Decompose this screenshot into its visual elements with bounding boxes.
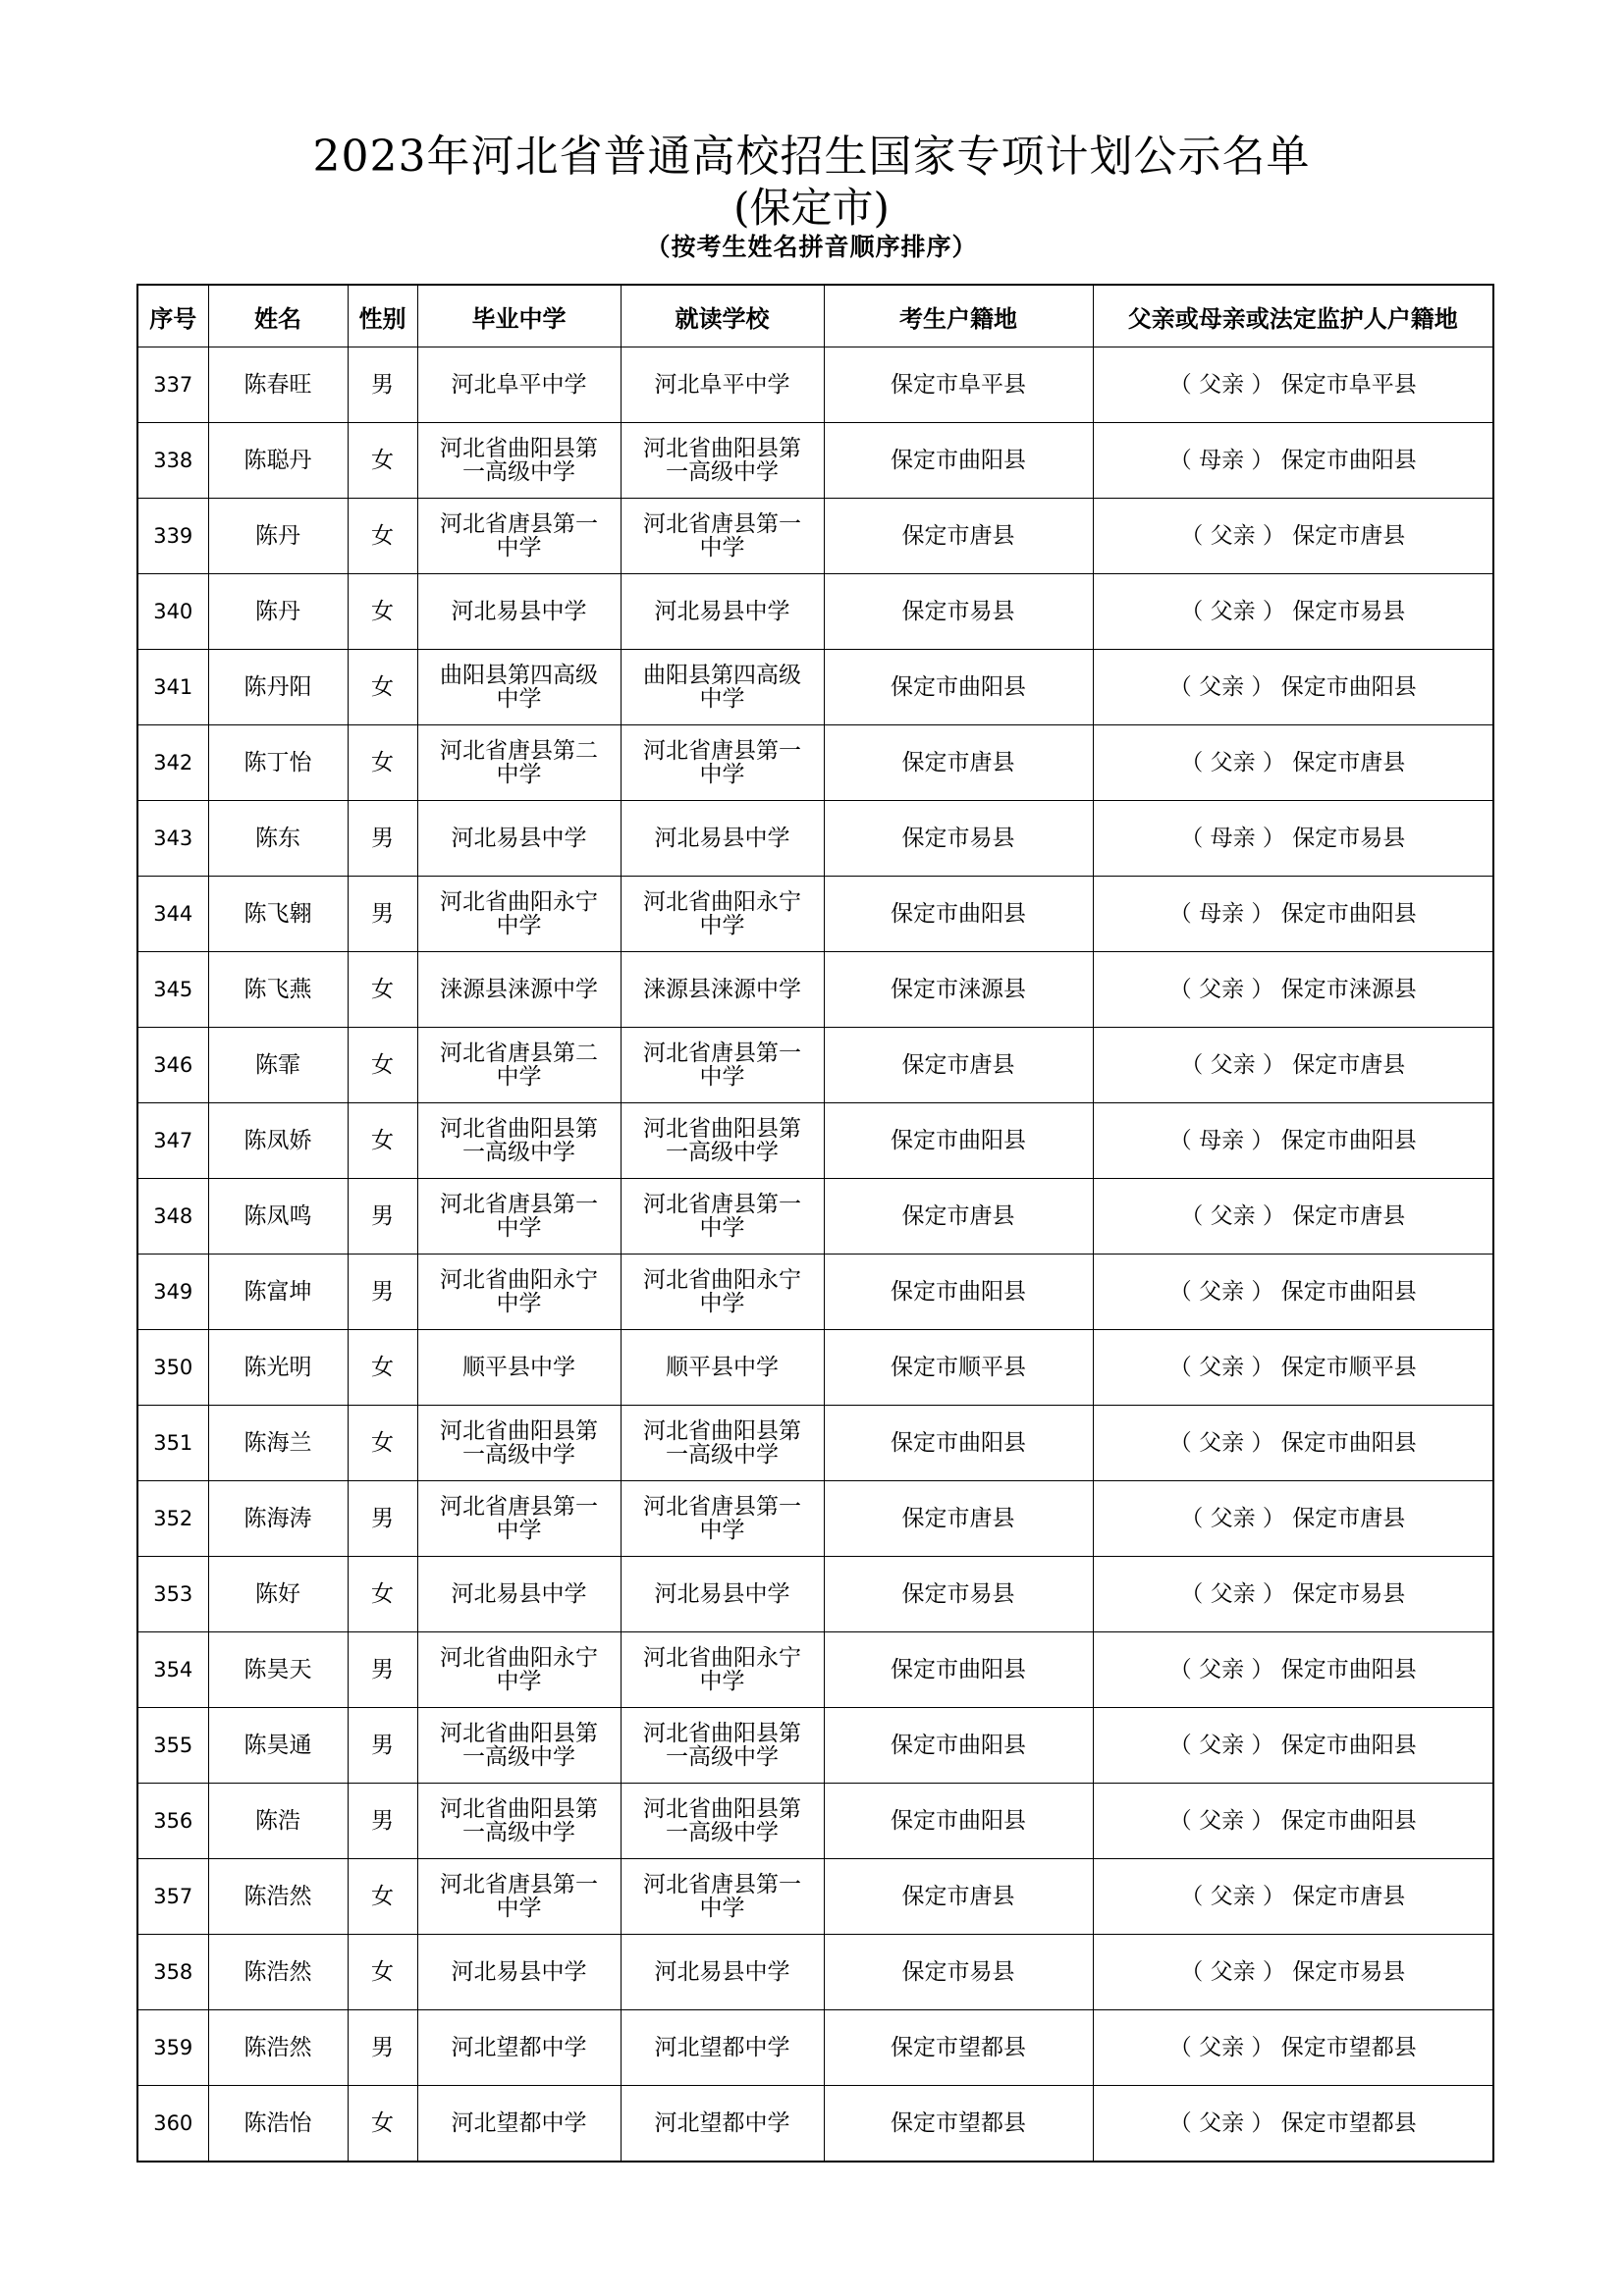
cell-gender: 女 (348, 650, 417, 725)
cell-guardian: （ 父亲 ） 保定市唐县 (1093, 1028, 1493, 1103)
cell-guardian: （ 母亲 ） 保定市曲阳县 (1093, 877, 1493, 952)
cell-current-school: 河北省曲阳县第一高级中学 (621, 1708, 824, 1784)
cell-gender: 男 (348, 1255, 417, 1330)
cell-name: 陈丹 (208, 574, 348, 650)
table-row (137, 1255, 1493, 1330)
table-header-row (137, 285, 1493, 347)
cell-grad-school: 河北省唐县第二中学 (417, 1028, 621, 1103)
cell-guardian: （ 父亲 ） 保定市阜平县 (1093, 347, 1493, 423)
cell-name: 陈凤鸣 (208, 1179, 348, 1255)
table-row (137, 1935, 1493, 2010)
sort-note: （按考生姓名拼音顺序排序） (645, 233, 978, 261)
cell-guardian: （ 父亲 ） 保定市涞源县 (1093, 952, 1493, 1028)
cell-seq: 350 (137, 1330, 208, 1406)
cell-current-school: 顺平县中学 (621, 1330, 824, 1406)
cell-seq: 354 (137, 1632, 208, 1708)
cell-name: 陈飞翱 (208, 877, 348, 952)
cell-current-school: 河北省曲阳县第一高级中学 (621, 1103, 824, 1179)
cell-guardian: （ 父亲 ） 保定市顺平县 (1093, 1330, 1493, 1406)
cell-name: 陈富坤 (208, 1255, 348, 1330)
cell-gender: 女 (348, 725, 417, 801)
table-body (137, 347, 1493, 2163)
cell-hukou: 保定市易县 (824, 1557, 1093, 1632)
cell-name: 陈浩怡 (208, 2086, 348, 2163)
cell-hukou: 保定市曲阳县 (824, 1784, 1093, 1859)
cell-guardian: （ 父亲 ） 保定市唐县 (1093, 1179, 1493, 1255)
column-header-guardian: 父亲或母亲或法定监护人户籍地 (1093, 285, 1493, 347)
cell-seq: 353 (137, 1557, 208, 1632)
cell-grad-school: 河北省曲阳永宁中学 (417, 1632, 621, 1708)
column-header-name: 姓名 (208, 285, 348, 347)
cell-name: 陈霏 (208, 1028, 348, 1103)
column-header-gender: 性别 (348, 285, 417, 347)
cell-seq: 358 (137, 1935, 208, 2010)
column-header-hukou: 考生户籍地 (824, 285, 1093, 347)
cell-gender: 女 (348, 423, 417, 499)
cell-seq: 360 (137, 2086, 208, 2163)
cell-grad-school: 河北省唐县第一中学 (417, 1481, 621, 1557)
table-row (137, 1103, 1493, 1179)
table-row (137, 423, 1493, 499)
cell-name: 陈聪丹 (208, 423, 348, 499)
table-row (137, 650, 1493, 725)
cell-seq: 349 (137, 1255, 208, 1330)
table-row (137, 1632, 1493, 1708)
cell-gender: 女 (348, 499, 417, 574)
cell-name: 陈昊通 (208, 1708, 348, 1784)
cell-grad-school: 河北省曲阳县第一高级中学 (417, 423, 621, 499)
cell-current-school: 河北望都中学 (621, 2086, 824, 2163)
cell-current-school: 河北省曲阳县第一高级中学 (621, 1406, 824, 1481)
cell-seq: 346 (137, 1028, 208, 1103)
table-row (137, 1557, 1493, 1632)
cell-grad-school: 河北阜平中学 (417, 347, 621, 423)
cell-hukou: 保定市曲阳县 (824, 877, 1093, 952)
cell-gender: 男 (348, 2010, 417, 2086)
cell-name: 陈光明 (208, 1330, 348, 1406)
cell-name: 陈飞燕 (208, 952, 348, 1028)
cell-hukou: 保定市曲阳县 (824, 1708, 1093, 1784)
cell-gender: 女 (348, 574, 417, 650)
cell-seq: 355 (137, 1708, 208, 1784)
cell-grad-school: 河北望都中学 (417, 2010, 621, 2086)
table-row (137, 347, 1493, 423)
column-header-grad-school: 毕业中学 (417, 285, 621, 347)
cell-guardian: （ 母亲 ） 保定市易县 (1093, 801, 1493, 877)
cell-name: 陈东 (208, 801, 348, 877)
cell-current-school: 河北省唐县第一中学 (621, 1028, 824, 1103)
cell-seq: 351 (137, 1406, 208, 1481)
cell-current-school: 河北省曲阳县第一高级中学 (621, 423, 824, 499)
cell-seq: 343 (137, 801, 208, 877)
cell-gender: 女 (348, 1859, 417, 1935)
cell-gender: 男 (348, 801, 417, 877)
cell-hukou: 保定市涞源县 (824, 952, 1093, 1028)
cell-hukou: 保定市唐县 (824, 1179, 1093, 1255)
cell-gender: 女 (348, 1557, 417, 1632)
cell-seq: 342 (137, 725, 208, 801)
cell-current-school: 河北省曲阳永宁中学 (621, 877, 824, 952)
table-row (137, 801, 1493, 877)
table-row (137, 1859, 1493, 1935)
cell-current-school: 曲阳县第四高级中学 (621, 650, 824, 725)
cell-guardian: （ 父亲 ） 保定市唐县 (1093, 725, 1493, 801)
cell-guardian: （ 父亲 ） 保定市唐县 (1093, 1481, 1493, 1557)
table-row (137, 574, 1493, 650)
cell-hukou: 保定市唐县 (824, 1028, 1093, 1103)
cell-guardian: （ 父亲 ） 保定市易县 (1093, 574, 1493, 650)
cell-grad-school: 顺平县中学 (417, 1330, 621, 1406)
cell-gender: 男 (348, 1179, 417, 1255)
cell-gender: 男 (348, 1784, 417, 1859)
cell-grad-school: 河北易县中学 (417, 574, 621, 650)
cell-current-school: 河北省唐县第一中学 (621, 499, 824, 574)
cell-grad-school: 河北望都中学 (417, 2086, 621, 2163)
cell-guardian: （ 父亲 ） 保定市曲阳县 (1093, 1708, 1493, 1784)
cell-current-school: 河北省曲阳县第一高级中学 (621, 1784, 824, 1859)
cell-guardian: （ 父亲 ） 保定市易县 (1093, 1935, 1493, 2010)
cell-gender: 男 (348, 347, 417, 423)
cell-grad-school: 河北省曲阳县第一高级中学 (417, 1708, 621, 1784)
cell-hukou: 保定市唐县 (824, 1859, 1093, 1935)
cell-grad-school: 涞源县涞源中学 (417, 952, 621, 1028)
cell-seq: 352 (137, 1481, 208, 1557)
cell-current-school: 河北省唐县第一中学 (621, 1481, 824, 1557)
cell-gender: 女 (348, 1935, 417, 2010)
cell-name: 陈浩然 (208, 1859, 348, 1935)
cell-guardian: （ 父亲 ） 保定市唐县 (1093, 499, 1493, 574)
cell-hukou: 保定市曲阳县 (824, 1103, 1093, 1179)
cell-seq: 357 (137, 1859, 208, 1935)
cell-seq: 344 (137, 877, 208, 952)
table-row (137, 2086, 1493, 2163)
cell-name: 陈春旺 (208, 347, 348, 423)
cell-current-school: 河北省曲阳永宁中学 (621, 1632, 824, 1708)
cell-seq: 347 (137, 1103, 208, 1179)
cell-grad-school: 河北省唐县第一中学 (417, 1179, 621, 1255)
cell-seq: 337 (137, 347, 208, 423)
roster-table (136, 284, 1494, 2163)
table-row (137, 499, 1493, 574)
table-row (137, 1330, 1493, 1406)
cell-hukou: 保定市曲阳县 (824, 423, 1093, 499)
cell-grad-school: 河北省唐县第二中学 (417, 725, 621, 801)
cell-gender: 女 (348, 1028, 417, 1103)
cell-grad-school: 河北易县中学 (417, 1935, 621, 2010)
cell-gender: 男 (348, 1481, 417, 1557)
cell-seq: 338 (137, 423, 208, 499)
cell-current-school: 河北省唐县第一中学 (621, 1859, 824, 1935)
cell-name: 陈昊天 (208, 1632, 348, 1708)
table-row (137, 1708, 1493, 1784)
cell-current-school: 河北省唐县第一中学 (621, 725, 824, 801)
page-title: 2023年河北省普通高校招生国家专项计划公示名单 (312, 132, 1311, 182)
cell-gender: 男 (348, 877, 417, 952)
cell-name: 陈海兰 (208, 1406, 348, 1481)
cell-current-school: 河北易县中学 (621, 801, 824, 877)
cell-hukou: 保定市易县 (824, 574, 1093, 650)
cell-current-school: 河北望都中学 (621, 2010, 824, 2086)
cell-seq: 339 (137, 499, 208, 574)
cell-name: 陈浩 (208, 1784, 348, 1859)
page-subtitle: (保定市) (733, 184, 890, 232)
cell-current-school: 河北易县中学 (621, 1557, 824, 1632)
column-header-seq: 序号 (137, 285, 208, 347)
cell-hukou: 保定市阜平县 (824, 347, 1093, 423)
cell-name: 陈凤娇 (208, 1103, 348, 1179)
cell-current-school: 河北易县中学 (621, 1935, 824, 2010)
table-row (137, 952, 1493, 1028)
cell-hukou: 保定市曲阳县 (824, 1406, 1093, 1481)
cell-gender: 女 (348, 952, 417, 1028)
cell-current-school: 河北易县中学 (621, 574, 824, 650)
cell-hukou: 保定市易县 (824, 801, 1093, 877)
table-row (137, 1406, 1493, 1481)
cell-hukou: 保定市望都县 (824, 2010, 1093, 2086)
cell-hukou: 保定市望都县 (824, 2086, 1093, 2163)
cell-name: 陈丹阳 (208, 650, 348, 725)
cell-hukou: 保定市曲阳县 (824, 1255, 1093, 1330)
cell-hukou: 保定市唐县 (824, 499, 1093, 574)
cell-grad-school: 河北省唐县第一中学 (417, 499, 621, 574)
cell-name: 陈丁怡 (208, 725, 348, 801)
cell-seq: 359 (137, 2010, 208, 2086)
cell-name: 陈浩然 (208, 2010, 348, 2086)
cell-guardian: （ 父亲 ） 保定市曲阳县 (1093, 1784, 1493, 1859)
cell-guardian: （ 父亲 ） 保定市望都县 (1093, 2086, 1493, 2163)
cell-current-school: 河北省曲阳永宁中学 (621, 1255, 824, 1330)
cell-gender: 男 (348, 1708, 417, 1784)
cell-guardian: （ 母亲 ） 保定市曲阳县 (1093, 423, 1493, 499)
table-row (137, 877, 1493, 952)
cell-grad-school: 河北省曲阳县第一高级中学 (417, 1103, 621, 1179)
cell-grad-school: 河北省唐县第一中学 (417, 1859, 621, 1935)
table-row (137, 2010, 1493, 2086)
cell-guardian: （ 父亲 ） 保定市唐县 (1093, 1859, 1493, 1935)
cell-guardian: （ 母亲 ） 保定市曲阳县 (1093, 1103, 1493, 1179)
cell-seq: 348 (137, 1179, 208, 1255)
cell-current-school: 河北阜平中学 (621, 347, 824, 423)
cell-hukou: 保定市曲阳县 (824, 1632, 1093, 1708)
cell-gender: 女 (348, 1406, 417, 1481)
cell-grad-school: 河北易县中学 (417, 801, 621, 877)
cell-seq: 345 (137, 952, 208, 1028)
cell-name: 陈浩然 (208, 1935, 348, 2010)
cell-hukou: 保定市唐县 (824, 725, 1093, 801)
cell-hukou: 保定市曲阳县 (824, 650, 1093, 725)
cell-grad-school: 河北省曲阳县第一高级中学 (417, 1406, 621, 1481)
cell-grad-school: 河北易县中学 (417, 1557, 621, 1632)
table-row (137, 1481, 1493, 1557)
cell-seq: 356 (137, 1784, 208, 1859)
column-header-current-school: 就读学校 (621, 285, 824, 347)
cell-name: 陈丹 (208, 499, 348, 574)
cell-guardian: （ 父亲 ） 保定市曲阳县 (1093, 1632, 1493, 1708)
table-row (137, 1179, 1493, 1255)
cell-name: 陈好 (208, 1557, 348, 1632)
table-row (137, 1028, 1493, 1103)
cell-gender: 男 (348, 1632, 417, 1708)
cell-seq: 341 (137, 650, 208, 725)
cell-guardian: （ 父亲 ） 保定市曲阳县 (1093, 1406, 1493, 1481)
cell-guardian: （ 父亲 ） 保定市曲阳县 (1093, 650, 1493, 725)
cell-current-school: 涞源县涞源中学 (621, 952, 824, 1028)
cell-hukou: 保定市顺平县 (824, 1330, 1093, 1406)
cell-guardian: （ 父亲 ） 保定市望都县 (1093, 2010, 1493, 2086)
cell-grad-school: 河北省曲阳县第一高级中学 (417, 1784, 621, 1859)
table-row (137, 1784, 1493, 1859)
cell-guardian: （ 父亲 ） 保定市曲阳县 (1093, 1255, 1493, 1330)
cell-grad-school: 曲阳县第四高级中学 (417, 650, 621, 725)
cell-grad-school: 河北省曲阳永宁中学 (417, 1255, 621, 1330)
cell-gender: 女 (348, 1330, 417, 1406)
cell-gender: 女 (348, 2086, 417, 2163)
cell-guardian: （ 父亲 ） 保定市易县 (1093, 1557, 1493, 1632)
cell-gender: 女 (348, 1103, 417, 1179)
cell-grad-school: 河北省曲阳永宁中学 (417, 877, 621, 952)
cell-seq: 340 (137, 574, 208, 650)
cell-hukou: 保定市易县 (824, 1935, 1093, 2010)
cell-current-school: 河北省唐县第一中学 (621, 1179, 824, 1255)
cell-hukou: 保定市唐县 (824, 1481, 1093, 1557)
cell-name: 陈海涛 (208, 1481, 348, 1557)
table-row (137, 725, 1493, 801)
